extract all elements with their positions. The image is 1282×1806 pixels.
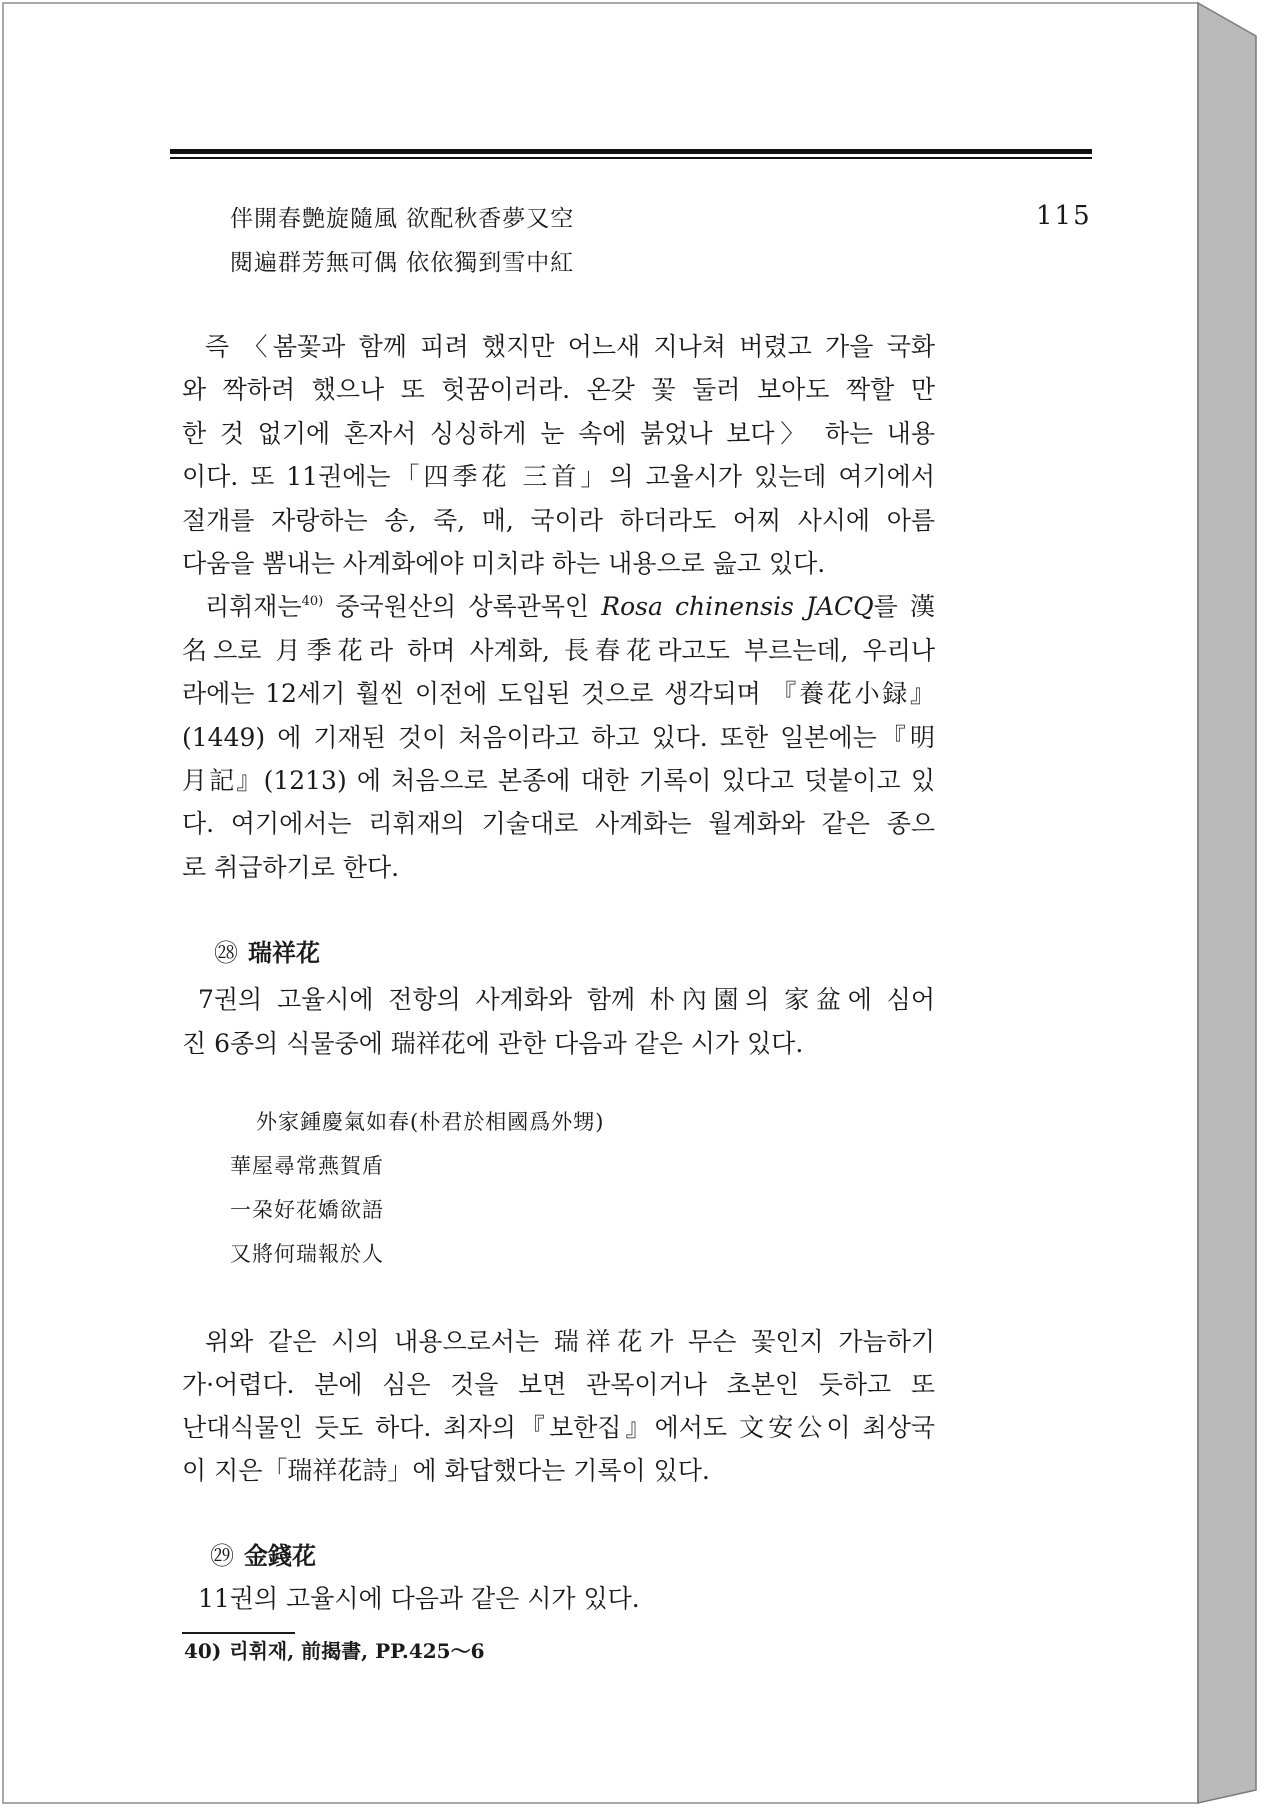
paragraph-line bbox=[182, 585, 935, 628]
section-29-paragraph bbox=[182, 1577, 935, 1621]
paragraph-line: 즉 〈봄꽃과 함께 피려 했지만 어느새 지나쳐 버렸고 가을 국화 bbox=[205, 332, 935, 361]
section-heading-28 bbox=[214, 931, 320, 975]
paragraph-line: 다. 여기에서는 리휘재의 기술대로 사계화는 월계화와 같은 종으 bbox=[182, 809, 935, 839]
section-28-paragraph bbox=[182, 978, 935, 1066]
paragraph-line: 위와 같은 시의 내용으로서는 瑞祥花가 무슨 꽃인지 가늠하기 bbox=[205, 1327, 935, 1356]
poem-quote-1 bbox=[230, 197, 574, 285]
book-edge bbox=[1198, 3, 1256, 1803]
paragraph-line: 로 취급하기로 한다. bbox=[182, 852, 400, 882]
poem-line: 閱遍群芳無可偶 依依獨到雪中紅 bbox=[230, 250, 575, 276]
header-rule-thick bbox=[170, 149, 1092, 154]
paragraph-line: (1449) 에 기재된 것이 처음이라고 하고 있다. 또한 일본에는『明 bbox=[182, 722, 935, 752]
paragraph-1 bbox=[182, 325, 935, 585]
header-rule-thin bbox=[170, 157, 1092, 159]
section-title: 金錢花 bbox=[244, 1541, 316, 1570]
paragraph-line: 月記』(1213) 에 처음으로 본종에 대한 기록이 있다고 덧붙이고 있 bbox=[182, 766, 935, 796]
poem-quote-2 bbox=[230, 1100, 604, 1276]
section-heading-29 bbox=[210, 1534, 316, 1578]
section-title: 瑞祥花 bbox=[248, 938, 320, 967]
page-sheet bbox=[3, 3, 1198, 1803]
paragraph-line: 名으로 月季花라 하며 사계화, 長春花라고도 부르는데, 우리나 bbox=[182, 635, 935, 665]
poem-line: 外家鍾慶氣如春(朴君於相國爲外甥) bbox=[256, 1110, 605, 1134]
paragraph-line: 난대식물인 듯도 하다. 최자의『보한집』에서도 文安公이 최상국 bbox=[182, 1413, 935, 1442]
line-text: 리휘재는 bbox=[205, 592, 302, 622]
footnote-reference: 40) bbox=[301, 594, 324, 610]
paragraph-line: 이 지은「瑞祥花詩」에 화답했다는 기록이 있다. bbox=[182, 1456, 710, 1485]
paragraph-line: 이다. 또 11권에는「四季花 三首」의 고율시가 있는데 여기에서 bbox=[182, 462, 935, 492]
footnote-divider bbox=[182, 1632, 295, 1634]
paragraph-line: 11권의 고율시에 다음과 같은 시가 있다. bbox=[198, 1584, 640, 1613]
footnote-text: 리휘재, 前揭書, PP.425～6 bbox=[229, 1639, 485, 1663]
species-name: Rosa chinensis JACQ bbox=[601, 592, 874, 622]
poem-line: 伴開春艶旋隨風 欲配秋香夢又空 bbox=[230, 206, 575, 232]
paragraph-line: 라에는 12세기 훨씬 이전에 도입된 것으로 생각되며 『養花小録』 bbox=[182, 679, 935, 709]
paragraph-2 bbox=[182, 585, 935, 889]
poem-line: 一朶好花嬌欲語 bbox=[230, 1198, 384, 1222]
paragraph-line: 한 것 없기에 혼자서 싱싱하게 눈 속에 붉었나 보다〉 하는 내용 bbox=[182, 418, 935, 448]
paragraph-line: 다움을 뽐내는 사계화에야 미치랴 하는 내용으로 읊고 있다. bbox=[182, 549, 826, 579]
paragraph-line: 가·어렵다. 분에 심은 것을 보면 관목이거나 초본인 듯하고 또 bbox=[182, 1370, 935, 1399]
paragraph-line: 절개를 자랑하는 송, 죽, 매, 국이라 하더라도 어찌 사시에 아름 bbox=[182, 505, 935, 535]
section-number: ㉘ bbox=[214, 939, 238, 967]
paragraph-line: 진 6종의 식물중에 瑞祥花에 관한 다음과 같은 시가 있다. bbox=[182, 1029, 804, 1058]
section-number: ㉙ bbox=[210, 1542, 234, 1570]
paragraph-line: 7권의 고율시에 전항의 사계화와 함께 朴內園의 家盆에 심어 bbox=[198, 985, 935, 1014]
poem-line: 華屋尋常燕賀盾 bbox=[230, 1154, 384, 1178]
line-text: 를 漢 bbox=[873, 592, 935, 622]
paragraph-3 bbox=[182, 1320, 935, 1492]
paragraph-line: 와 짝하려 했으나 또 헛꿈이러라. 온갖 꽃 둘러 보아도 짝할 만 bbox=[182, 375, 935, 405]
body-text bbox=[182, 325, 935, 889]
footnote bbox=[184, 1637, 485, 1665]
footnote-marker: 40) bbox=[184, 1639, 222, 1663]
poem-line: 又將何瑞報於人 bbox=[230, 1242, 384, 1266]
page-number: 115 bbox=[1036, 201, 1092, 231]
line-text: 중국원산의 상록관목인 bbox=[323, 592, 602, 622]
